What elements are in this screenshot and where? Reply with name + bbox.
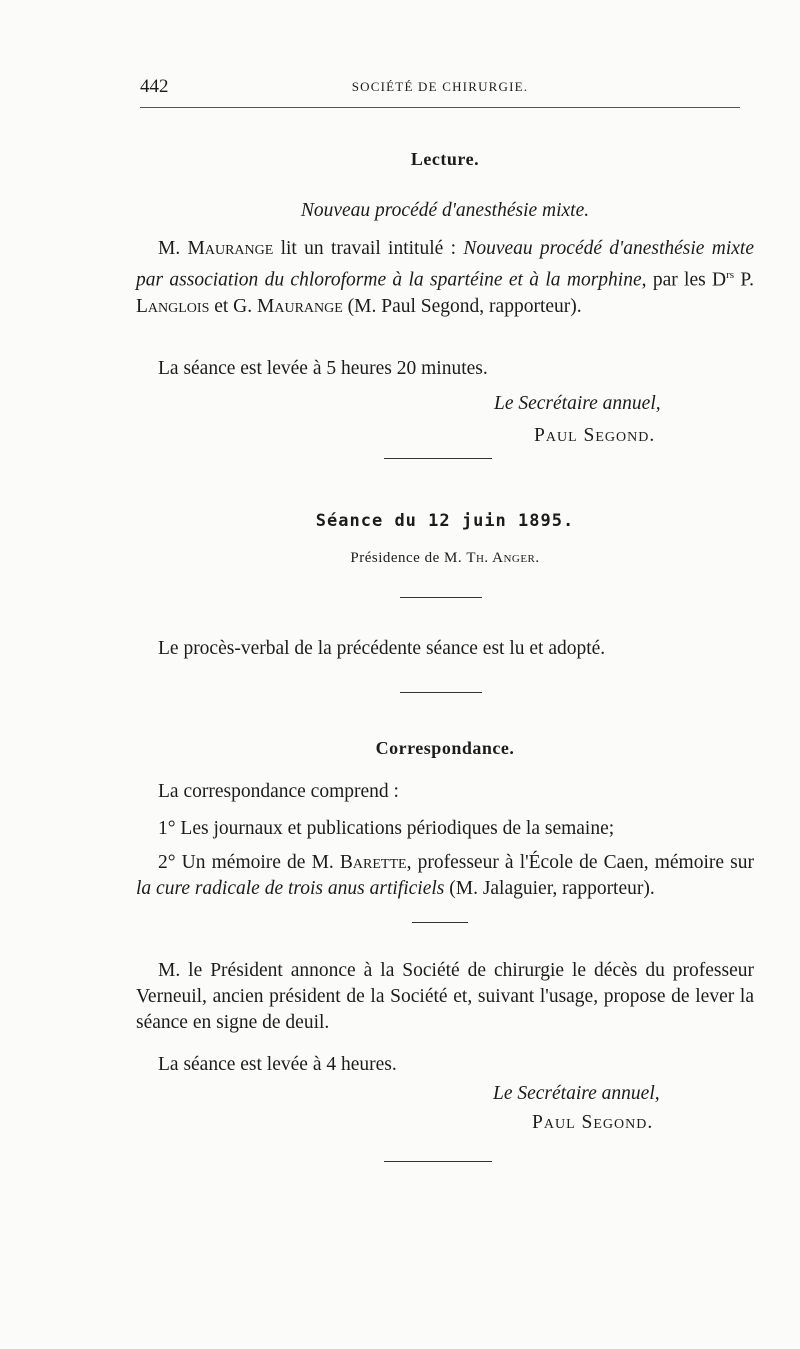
- correspondance-intro: La correspondance comprend :: [158, 781, 399, 802]
- section-heading-lecture: Lecture.: [410, 149, 480, 169]
- paragraph-lecture: [136, 236, 754, 342]
- text-run: 2° Un mémoire de M.: [158, 852, 340, 873]
- divider: [412, 922, 468, 923]
- running-head: SOCIÉTÉ DE CHIRURGIE.: [351, 79, 529, 94]
- text-run: lit un travail intitulé :: [273, 238, 464, 259]
- text-run: P.: [734, 269, 754, 291]
- correspondance-item-2: [136, 850, 754, 930]
- signature-title: [494, 393, 661, 415]
- signature-name: [532, 1112, 653, 1134]
- minutes-paragraph: Le procès-verbal de la précédente séance est lu et adopté.: [158, 638, 606, 659]
- page-header: [140, 76, 740, 100]
- presidence-line: [136, 545, 754, 571]
- divider: [400, 597, 482, 598]
- end-divider: [384, 1161, 492, 1162]
- person-name: Barette: [339, 852, 407, 873]
- closing-paragraph: La séance est levée à 4 heures.: [158, 1054, 397, 1075]
- presidence-prefix: Présidence de M.: [350, 550, 467, 566]
- text-run: (M. Paul Segond, rapporteur).: [342, 295, 582, 317]
- section-divider: [384, 458, 492, 459]
- work-title: la cure radicale de trois anus artificiels: [136, 878, 445, 899]
- signature-name: [534, 425, 655, 447]
- president-name: Th. Anger.: [466, 550, 540, 566]
- divider: [400, 692, 482, 693]
- section-subtitle: Nouveau procédé d'anesthésie mixte.: [300, 200, 590, 221]
- signature-name-text: Paul Segond.: [534, 425, 656, 446]
- work-title: Nouveau procédé d'anesthésie mixte par association du chloroforme à la spartéine et à la morphine: [136, 238, 754, 291]
- signature-name-text: Paul Segond.: [532, 1112, 654, 1133]
- signature-title-text: Le Secrétaire annuel,: [494, 393, 661, 414]
- correspondance-item-1: 1° Les journaux et publications périodiques de la semaine;: [158, 818, 615, 839]
- section-heading-correspondance: Correspondance.: [375, 738, 515, 758]
- text-run: M.: [158, 238, 188, 259]
- text-run: , professeur à l'École de Caen, mémoire sur: [406, 852, 754, 873]
- signature-title: [493, 1083, 660, 1105]
- page-number: 442: [140, 76, 169, 97]
- text-run: et G.: [209, 295, 258, 317]
- author-name: Maurange: [187, 238, 274, 259]
- author-name: Langlois: [136, 295, 210, 317]
- signature-title-text: Le Secrétaire annuel,: [493, 1083, 660, 1104]
- session-title: Séance du 12 juin 1895.: [315, 511, 575, 531]
- announcement-paragraph: M. le Président annonce à la Société de chirurgie le décès du professeur Verneuil, ancien président de la Société et, suivant l'usage, propose de lever la séance en signe de deuil.: [136, 960, 754, 1033]
- header-rule: [140, 107, 740, 108]
- text-run: (M. Jalaguier, rapporteur).: [444, 878, 655, 899]
- paragraph-closing-1: La séance est levée à 5 heures 20 minutes.: [158, 358, 488, 379]
- text-run: , par les D: [641, 269, 727, 291]
- superscript: rs: [726, 269, 735, 281]
- author-name: Maurange: [257, 295, 343, 317]
